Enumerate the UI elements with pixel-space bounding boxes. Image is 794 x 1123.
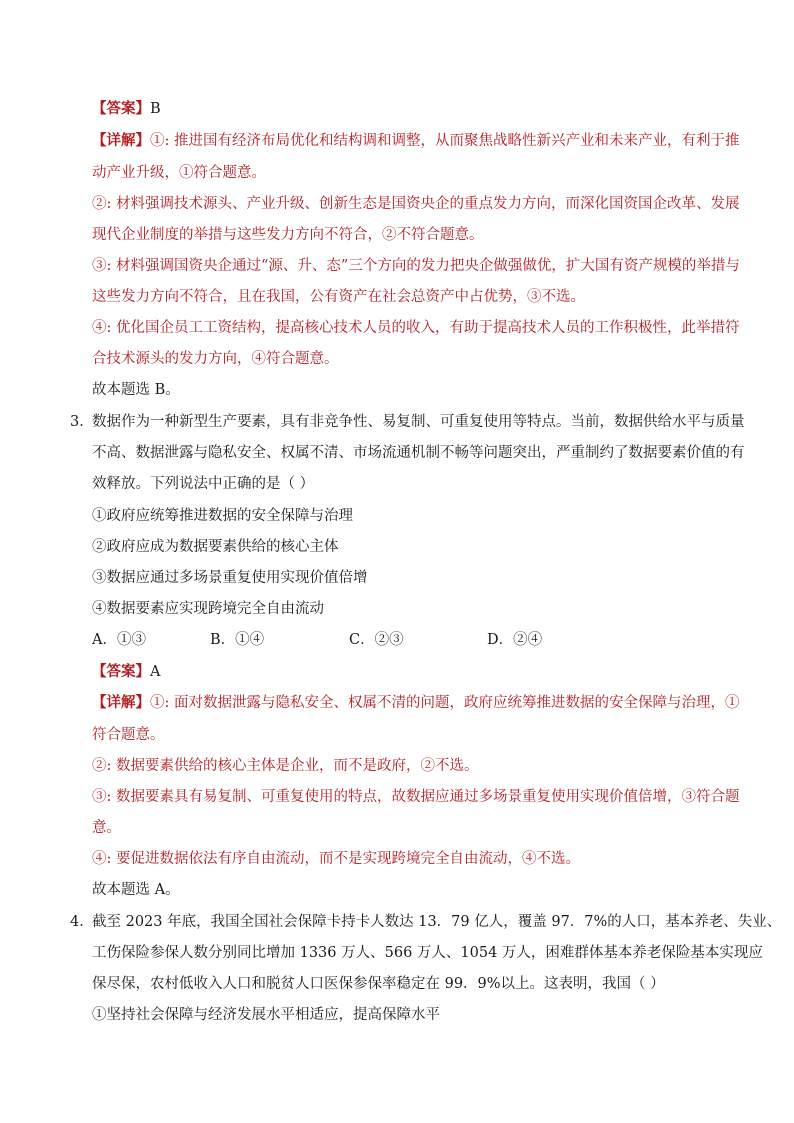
answer-value: A	[150, 664, 161, 680]
q3-item-1: ①政府应统筹推进数据的安全保障与治理	[92, 508, 353, 524]
q3-number: 3．	[70, 414, 94, 430]
q3-stem-line-1: 数据作为一种新型生产要素，具有非竞争性、易复制、可重复使用等特点。当前，数据供给水平与质量	[92, 414, 745, 430]
q3-stem-line-3: 效释放。下列说法中正确的是（ ）	[92, 476, 315, 492]
q3-answer	[92, 662, 160, 682]
q2-answer	[92, 99, 161, 119]
q3-detail-line-5: 意。	[92, 820, 121, 836]
q4-stem-line-2: 工伤保险参保人数分别同比增加 1336 万人、566 万人、1054 万人，困难群体基本养老保险基本实现应	[92, 945, 763, 961]
q3-item-3: ③数据应通过多场景重复使用实现价值倍增	[92, 570, 368, 586]
q3-conclusion: 故本题选 A。	[92, 882, 180, 898]
q4-item-1: ①坚持社会保障与经济发展水平相适应，提高保障水平	[92, 1007, 440, 1023]
detail-label: 【详解】	[92, 132, 150, 149]
detail-text: ①: 面对数据泄露与隐私安全、权属不清的问题，政府应统筹推进数据的安全保障与治理，①	[150, 695, 740, 711]
detail-label: 【详解】	[92, 694, 150, 711]
q4-number: 4．	[70, 914, 94, 930]
q2-detail-line-1	[92, 131, 740, 151]
answer-value: B	[150, 101, 161, 117]
q3-item-4: ④数据要素应实现跨境完全自由流动	[92, 601, 324, 617]
q3-item-2: ②政府应成为数据要素供给的核心主体	[92, 539, 339, 555]
q3-detail-line-1	[92, 693, 740, 713]
detail-text: ①: 推进国有经济布局优化和结构调和调整，从而聚焦战略性新兴产业和未来产业，有利于推	[150, 133, 740, 149]
q3-option-d: D．②④	[487, 632, 543, 648]
q2-detail-line-8: 合技术源头的发力方向，④符合题意。	[92, 351, 339, 367]
q2-detail-line-5: ③: 材料强调国资央企通过“源、升、态”三个方向的发力把央企做强做优，扩大国有资产规模的举措与	[92, 258, 740, 274]
q2-detail-line-3: ②: 材料强调技术源头、产业升级、创新生态是国资央企的重点发力方向，而深化国资国企改革、发展	[92, 196, 740, 212]
q3-detail-line-4: ③: 数据要素具有易复制、可重复使用的特点，故数据应通过多场景重复使用实现价值倍增，③符合题	[92, 789, 740, 805]
q4-stem-line-3: 保尽保，农村低收入人口和脱贫人口医保参保率稳定在 99．9%以上。这表明，我国（ ）	[92, 976, 665, 992]
q2-detail-line-4: 现代企业制度的举措与这些发力方向不符合，②不符合题意。	[92, 227, 484, 243]
q3-detail-line-3: ②: 数据要素供给的核心主体是企业，而不是政府，②不选。	[92, 758, 479, 774]
q4-stem-line-1: 截至 2023 年底，我国全国社会保障卡持卡人数达 13．79 亿人，覆盖 97．7%的人口，基本养老、失业、	[92, 914, 782, 930]
q3-option-c: C．②③	[349, 632, 404, 648]
q2-detail-line-6: 这些发力方向不符合，且在我国，公有资产在社会总资产中占优势，③不选。	[92, 289, 585, 305]
q3-option-a: A．①③	[92, 632, 146, 648]
q3-detail-line-6: ④: 要促进数据依法有序自由流动，而不是实现跨境完全自由流动，④不选。	[92, 851, 580, 867]
q3-stem-line-2: 不高、数据泄露与隐私安全、权属不清、市场流通机制不畅等问题突出，严重制约了数据要素价值的有	[92, 445, 745, 461]
answer-label: 【答案】	[92, 100, 150, 117]
q2-detail-line-2: 动产业升级，①符合题意。	[92, 165, 266, 181]
q3-option-b: B．①④	[210, 632, 265, 648]
q2-detail-line-7: ④: 优化国企员工工资结构，提高核心技术人员的收入，有助于提高技术人员的工作积极性，此举措符	[92, 320, 740, 336]
answer-label: 【答案】	[92, 663, 150, 680]
q3-detail-line-2: 符合题意。	[92, 727, 165, 743]
q2-conclusion: 故本题选 B。	[92, 382, 180, 398]
